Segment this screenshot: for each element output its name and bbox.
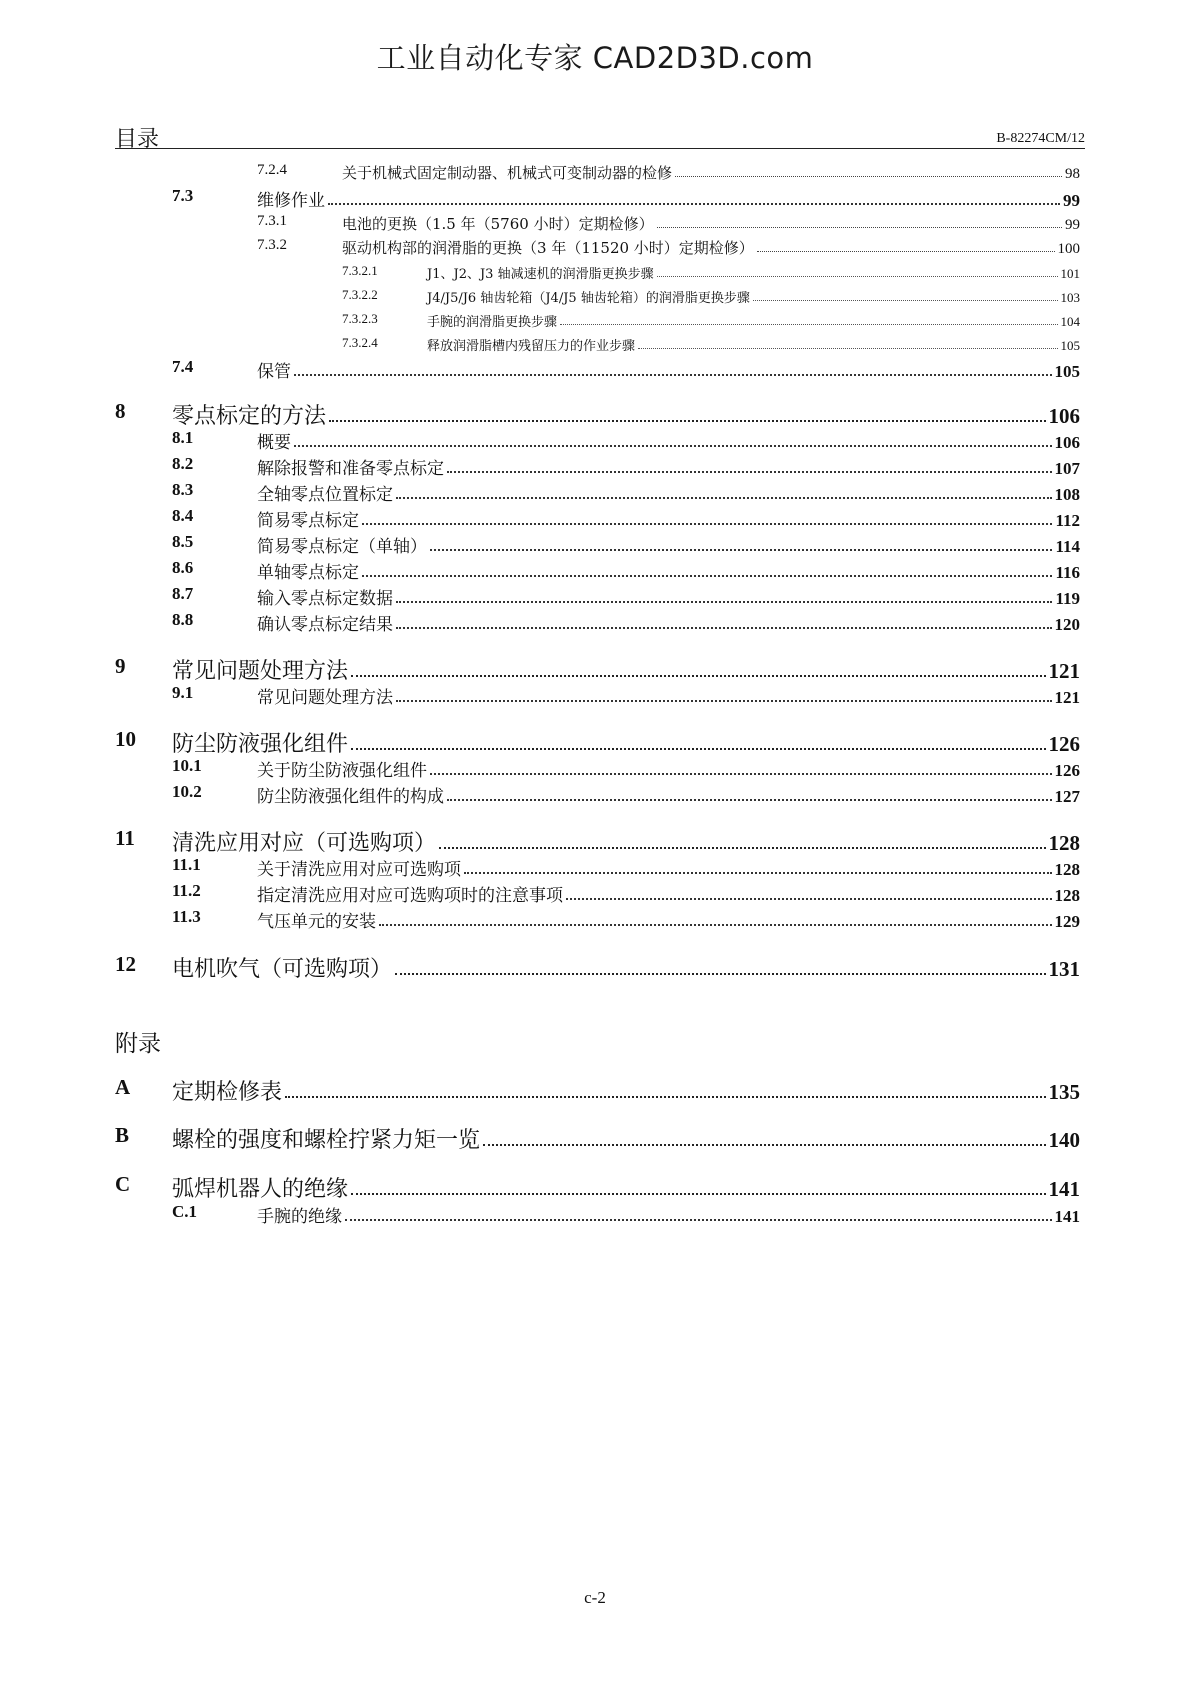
toc-entry-number: 7.3 bbox=[172, 186, 194, 205]
toc-leader-dots bbox=[396, 491, 1052, 499]
toc-entry-title: 防尘防液强化组件 bbox=[172, 732, 349, 757]
toc-entry-page: 126 bbox=[1054, 761, 1080, 780]
toc-entry-page: 114 bbox=[1055, 537, 1080, 556]
toc-entry-page: 121 bbox=[1048, 659, 1080, 683]
toc-entry-title: 关于防尘防液强化组件 bbox=[257, 761, 427, 781]
toc-entry-title: 防尘防液强化组件的构成 bbox=[257, 787, 444, 807]
toc-leader-dots bbox=[285, 1088, 1045, 1098]
toc-entry-title: 简易零点标定 bbox=[257, 511, 359, 531]
toc-entry-title: 指定清洗应用对应可选购项时的注意事项 bbox=[257, 886, 563, 906]
toc-entry-title: 清洗应用对应（可选购项） bbox=[172, 831, 437, 856]
toc-leader-dots bbox=[753, 296, 1058, 302]
toc-entry-page: 141 bbox=[1054, 1207, 1080, 1226]
toc-entry-title: 概要 bbox=[257, 433, 291, 453]
toc-entry-title: 常见问题处理方法 bbox=[257, 688, 393, 708]
toc-entry-title: 气压单元的安装 bbox=[257, 912, 376, 932]
toc-entry-number: 9.1 bbox=[172, 683, 194, 702]
toc-entry-title: 简易零点标定（单轴） bbox=[257, 537, 427, 557]
toc-entry-number: A bbox=[115, 1075, 131, 1099]
toc-entry-page: 141 bbox=[1048, 1177, 1080, 1201]
toc-entry-number: 8.2 bbox=[172, 454, 194, 473]
toc-leader-dots bbox=[329, 412, 1045, 422]
toc-entry-title: 手腕的绝缘 bbox=[257, 1207, 342, 1227]
toc-entry-number: 10.1 bbox=[172, 756, 202, 775]
toc-entry-number: 12 bbox=[115, 952, 136, 976]
toc-entry-number: 7.3.2 bbox=[257, 237, 287, 253]
toc-entry-title: 单轴零点标定 bbox=[257, 563, 359, 583]
toc-entry-title: 螺栓的强度和螺栓拧紧力矩一览 bbox=[172, 1128, 481, 1153]
toc-entry-page: 121 bbox=[1054, 688, 1080, 707]
toc-entry-title: J1、J2、J3 轴减速机的润滑脂更换步骤 bbox=[427, 267, 654, 282]
toc-entry-page: 100 bbox=[1057, 241, 1080, 257]
watermark-text: 工业自动化专家 CAD2D3D.com bbox=[376, 41, 814, 75]
toc-entry-page: 108 bbox=[1054, 485, 1080, 504]
toc-leader-dots bbox=[430, 543, 1052, 551]
toc-entry-title: 释放润滑脂槽内残留压力的作业步骤 bbox=[427, 339, 636, 354]
toc-leader-dots bbox=[362, 569, 1052, 577]
toc-leader-dots bbox=[396, 621, 1052, 629]
toc-entry-number: 7.2.4 bbox=[257, 162, 287, 178]
toc-leader-dots bbox=[396, 694, 1052, 702]
toc-entry-page: 135 bbox=[1048, 1080, 1080, 1104]
toc-leader-dots bbox=[345, 1213, 1052, 1221]
header-section-title: 目录 bbox=[115, 127, 160, 152]
toc-entry-page: 104 bbox=[1060, 314, 1080, 329]
toc-entry-title: 零点标定的方法 bbox=[172, 404, 327, 429]
page-number: c-2 bbox=[584, 1588, 606, 1607]
toc-leader-dots bbox=[447, 793, 1052, 801]
toc-leader-dots bbox=[464, 866, 1052, 874]
toc-entry-page: 129 bbox=[1054, 912, 1080, 931]
toc-leader-dots bbox=[657, 272, 1058, 278]
toc-entry-page: 101 bbox=[1060, 266, 1080, 281]
appendix-heading: 附录 bbox=[115, 1031, 161, 1057]
toc-entry-title: 确认零点标定结果 bbox=[257, 615, 393, 635]
toc-entry-number: C bbox=[115, 1172, 131, 1196]
toc-entry-number: 7.3.1 bbox=[257, 213, 287, 229]
toc-entry-page: 107 bbox=[1054, 459, 1080, 478]
toc-entry-title: 驱动机构部的润滑脂的更换（3 年（11520 小时）定期检修） bbox=[342, 239, 754, 257]
toc-entry-page: 128 bbox=[1054, 860, 1080, 879]
toc-entry-number: 7.3.2.4 bbox=[342, 335, 378, 350]
toc-entry-number: 8.6 bbox=[172, 558, 194, 577]
toc-leader-dots bbox=[657, 222, 1062, 228]
toc-entry-title: 解除报警和准备零点标定 bbox=[257, 459, 444, 479]
toc-entry-number: 11 bbox=[115, 826, 135, 850]
header-document-code: B-82274CM/12 bbox=[996, 131, 1085, 146]
toc-entry-page: 112 bbox=[1055, 511, 1080, 530]
toc-leader-dots bbox=[362, 517, 1052, 525]
toc-leader-dots bbox=[675, 171, 1062, 177]
toc-entry-number: 8.7 bbox=[172, 584, 194, 603]
toc-entry-title: 弧焊机器人的绝缘 bbox=[172, 1177, 349, 1202]
toc-entry-title: 维修作业 bbox=[257, 191, 325, 211]
toc-entry-number: 10 bbox=[115, 727, 136, 751]
toc-entry-title: 保管 bbox=[257, 362, 291, 382]
toc-leader-dots bbox=[483, 1136, 1045, 1146]
toc-leader-dots bbox=[447, 465, 1052, 473]
toc-entry-number: 8.3 bbox=[172, 480, 194, 499]
toc-entry-page: 131 bbox=[1048, 957, 1080, 981]
toc-entry-title: 关于机械式固定制动器、机械式可变制动器的检修 bbox=[342, 164, 673, 182]
toc-entry-number: 10.2 bbox=[172, 782, 202, 801]
toc-entry-title: 关于清洗应用对应可选购项 bbox=[257, 860, 461, 880]
toc-entry-title: 电池的更换（1.5 年（5760 小时）定期检修） bbox=[342, 215, 654, 233]
toc-entry-title: 定期检修表 bbox=[172, 1080, 283, 1105]
toc-leader-dots bbox=[351, 740, 1045, 750]
toc-entry-number: 8.5 bbox=[172, 532, 194, 551]
toc-entry-page: 128 bbox=[1048, 831, 1080, 855]
toc-leader-dots bbox=[395, 965, 1045, 975]
toc-leader-dots bbox=[379, 918, 1052, 926]
toc-entry-number: 7.4 bbox=[172, 357, 194, 376]
toc-entry-page: 127 bbox=[1054, 787, 1080, 806]
toc-entry-number: 7.3.2.1 bbox=[342, 263, 378, 278]
toc-entry-page: 105 bbox=[1054, 362, 1080, 381]
toc-entry-page: 120 bbox=[1054, 615, 1080, 634]
toc-leader-dots bbox=[566, 892, 1052, 900]
toc-entry-number: 11.3 bbox=[172, 907, 201, 926]
toc-entry-number: 7.3.2.2 bbox=[342, 287, 378, 302]
toc-entry-page: 126 bbox=[1048, 732, 1080, 756]
toc-entry-title: J4/J5/J6 轴齿轮箱（J4/J5 轴齿轮箱）的润滑脂更换步骤 bbox=[427, 291, 750, 306]
toc-entry-number: 8.4 bbox=[172, 506, 194, 525]
toc-entry-title: 电机吹气（可选购项） bbox=[172, 957, 393, 982]
toc-entry-page: 99 bbox=[1063, 191, 1080, 210]
toc-entry-number: 7.3.2.3 bbox=[342, 311, 378, 326]
toc-leader-dots bbox=[638, 344, 1057, 350]
toc-entry-number: 8 bbox=[115, 399, 126, 423]
toc-leader-dots bbox=[328, 197, 1060, 205]
toc-entry-title: 常见问题处理方法 bbox=[172, 659, 349, 684]
toc-entry-number: 11.2 bbox=[172, 881, 201, 900]
toc-entry-number: C.1 bbox=[172, 1202, 198, 1221]
toc-entry-page: 128 bbox=[1054, 886, 1080, 905]
toc-entry-title: 全轴零点位置标定 bbox=[257, 485, 393, 505]
toc-leader-dots bbox=[294, 439, 1052, 447]
toc-entry-page: 99 bbox=[1065, 217, 1080, 233]
toc-entry-page: 140 bbox=[1048, 1128, 1080, 1152]
toc-entry-number: 8.1 bbox=[172, 428, 194, 447]
toc-leader-dots bbox=[396, 595, 1052, 603]
toc-entry-number: 9 bbox=[115, 654, 126, 678]
toc-entry-number: 11.1 bbox=[172, 855, 201, 874]
toc-entry-page: 116 bbox=[1055, 563, 1080, 582]
toc-entry-title: 手腕的润滑脂更换步骤 bbox=[427, 315, 558, 330]
toc-entry-title: 输入零点标定数据 bbox=[257, 589, 393, 609]
toc-entry-page: 119 bbox=[1055, 589, 1080, 608]
toc-entry-number: B bbox=[115, 1123, 130, 1147]
toc-leader-dots bbox=[757, 246, 1055, 252]
toc-entry-page: 106 bbox=[1054, 433, 1080, 452]
toc-entry-number: 8.8 bbox=[172, 610, 194, 629]
toc-leader-dots bbox=[560, 320, 1057, 326]
toc-leader-dots bbox=[351, 667, 1045, 677]
toc-leader-dots bbox=[430, 767, 1052, 775]
toc-entry-page: 103 bbox=[1060, 290, 1080, 305]
toc-entry-page: 98 bbox=[1065, 166, 1080, 182]
toc-leader-dots bbox=[439, 839, 1045, 849]
toc-leader-dots bbox=[351, 1185, 1045, 1195]
toc-entry-page: 106 bbox=[1048, 404, 1080, 428]
toc-entry-page: 105 bbox=[1060, 338, 1080, 353]
toc-leader-dots bbox=[294, 368, 1052, 376]
